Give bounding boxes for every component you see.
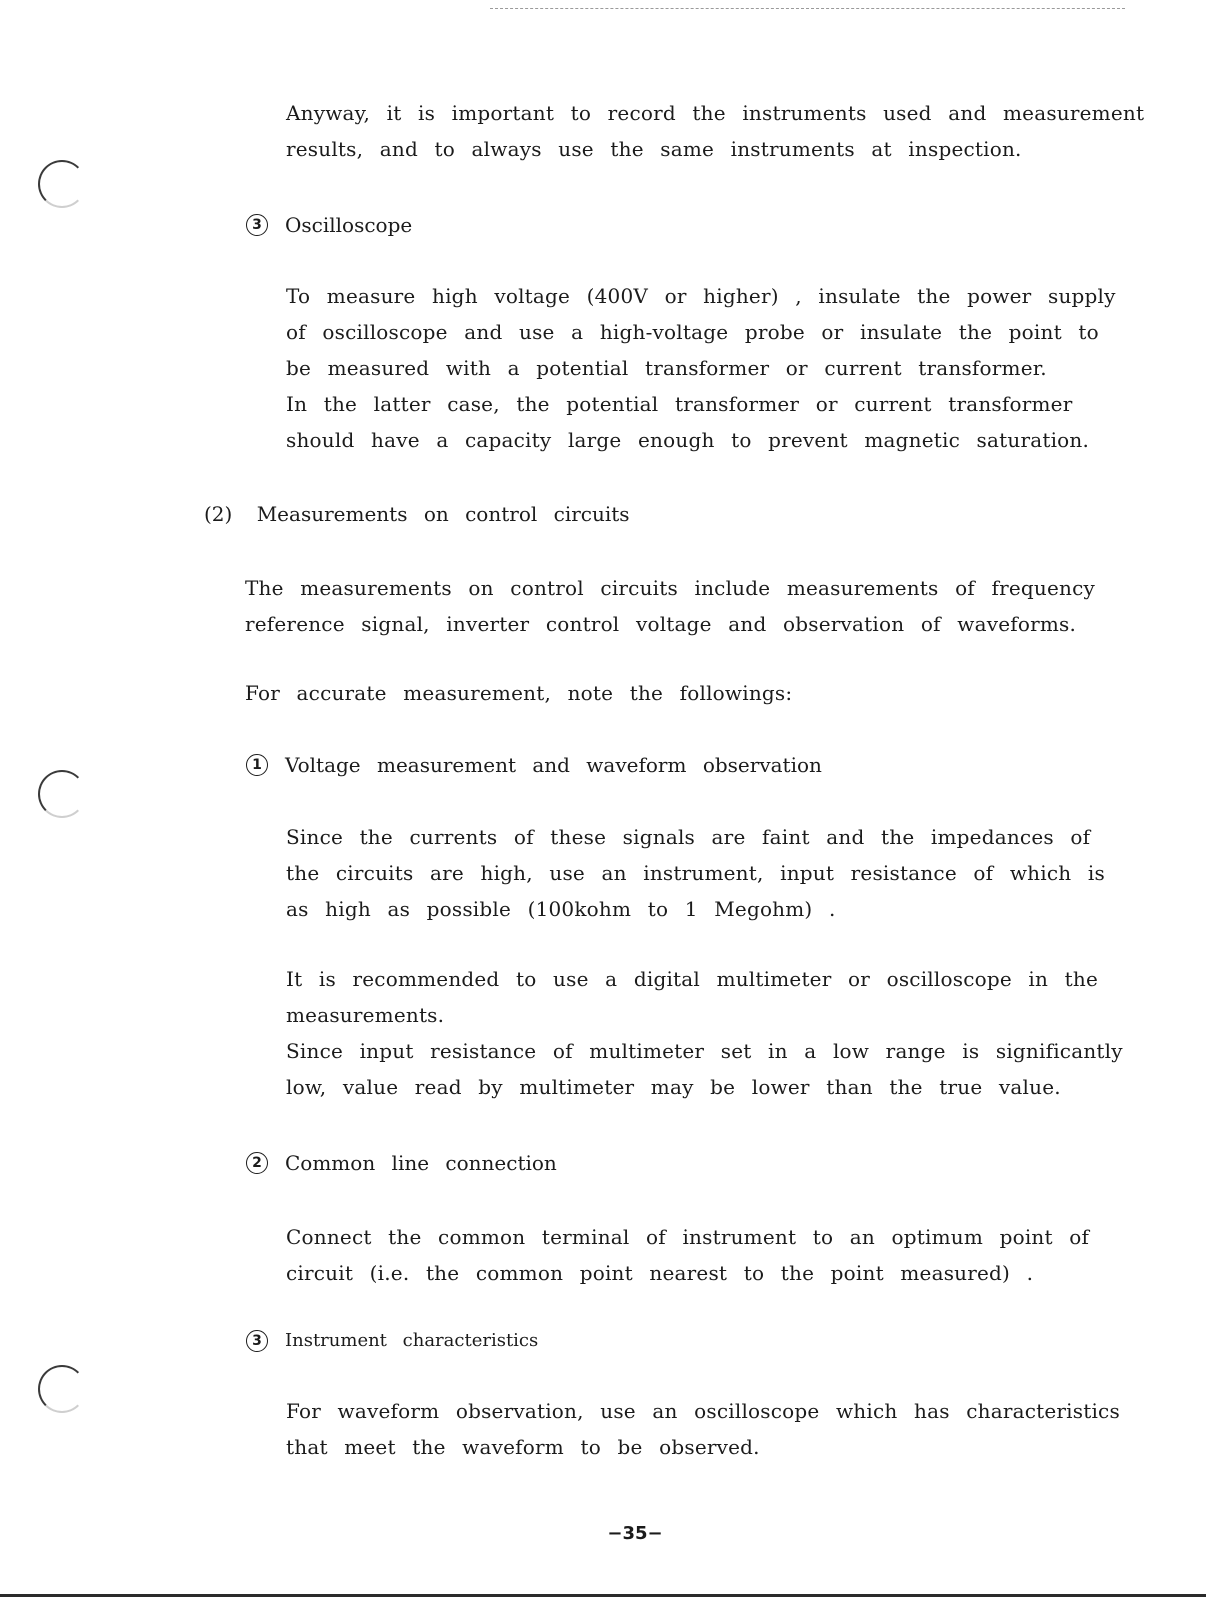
item-3-paragraph <box>286 1398 1120 1470</box>
text-line: measurements. <box>286 1003 445 1027</box>
text-line: In the latter case, the potential transformer or current transformer <box>286 392 1073 416</box>
intro-paragraph <box>286 100 1144 172</box>
note-line: For accurate measurement, note the followings: <box>245 681 793 705</box>
text-line: be measured with a potential transformer or current transformer. <box>286 356 1047 380</box>
punch-hole-top <box>38 160 86 208</box>
section-2-heading <box>204 501 630 527</box>
section-2-paragraph <box>245 575 1095 647</box>
item-3-heading <box>246 1328 538 1354</box>
text-line: The measurements on control circuits include measurements of frequency <box>245 576 1095 600</box>
text-line: To measure high voltage (400V or higher) , insulate the power supply <box>286 284 1116 308</box>
item-oscilloscope-heading <box>246 212 412 238</box>
item-title: Common line connection <box>285 1151 557 1175</box>
item-title: Oscilloscope <box>285 213 413 237</box>
text-line: For waveform observation, use an oscilloscope which has characteristics <box>286 1399 1120 1423</box>
page-number: −35− <box>607 1523 663 1544</box>
text-line: of oscilloscope and use a high-voltage probe or insulate the point to <box>286 320 1099 344</box>
item-title: Instrument characteristics <box>285 1330 539 1351</box>
text-line: should have a capacity large enough to prevent magnetic saturation. <box>286 428 1090 452</box>
punch-hole-middle <box>38 770 86 818</box>
item-1-paragraph-b <box>286 966 1123 1110</box>
text-line: It is recommended to use a digital multimeter or oscilloscope in the <box>286 967 1099 991</box>
text-line: the circuits are high, use an instrument, input resistance of which is <box>286 861 1105 885</box>
text-line: that meet the waveform to be observed. <box>286 1435 760 1459</box>
text-line: as high as possible (100kohm to 1 Megohm) . <box>286 897 836 921</box>
text-line: low, value read by multimeter may be lower than the true value. <box>286 1075 1061 1099</box>
circled-number: 3 <box>246 214 268 236</box>
text-line: results, and to always use the same instruments at inspection. <box>286 137 1022 161</box>
circled-number: 3 <box>246 1330 268 1352</box>
text-line: Anyway, it is important to record the instruments used and measurement <box>286 101 1145 125</box>
punch-hole-bottom <box>38 1365 86 1413</box>
item-1-paragraph-a <box>286 824 1105 932</box>
section-title: Measurements on control circuits <box>256 502 630 526</box>
text-line: reference signal, inverter control voltage and observation of waveforms. <box>245 612 1077 636</box>
text-line: Since input resistance of multimeter set in a low range is significantly <box>286 1039 1123 1063</box>
item-title: Voltage measurement and waveform observation <box>285 753 822 777</box>
text-line: Connect the common terminal of instrument to an optimum point of <box>286 1225 1090 1249</box>
section-label: (2) <box>204 502 233 526</box>
item-1-heading <box>246 752 822 778</box>
item-2-heading <box>246 1150 557 1176</box>
circled-number: 1 <box>246 754 268 776</box>
item-2-paragraph <box>286 1224 1089 1296</box>
top-rule <box>490 8 1125 9</box>
bottom-rule <box>0 1594 1206 1597</box>
circled-number: 2 <box>246 1152 268 1174</box>
text-line: circuit (i.e. the common point nearest to the point measured) . <box>286 1261 1034 1285</box>
text-line: Since the currents of these signals are faint and the impedances of <box>286 825 1091 849</box>
oscilloscope-paragraph <box>286 283 1116 463</box>
